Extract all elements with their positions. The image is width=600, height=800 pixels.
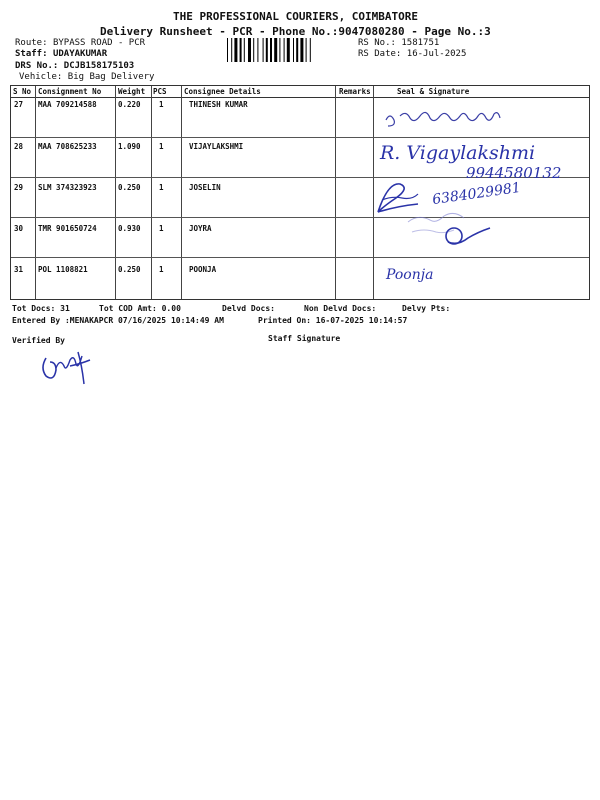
barcode-bar (270, 38, 272, 62)
barcode-bar (287, 38, 290, 62)
col-consignee: Consignee Details (184, 87, 261, 96)
route-value: BYPASS ROAD - PCR (52, 38, 146, 48)
tot-cod-amount: Tot COD Amt: 0.00 (99, 304, 181, 313)
entered-by: Entered By :MENAKAPCR 07/16/2025 10:14:49 AM (12, 316, 224, 325)
row-weight: 0.930 (118, 224, 141, 233)
tot-docs: Tot Docs: 31 (12, 304, 70, 313)
phone-row29: 6384029981 (431, 179, 522, 209)
row-consignee: VIJAYLAKSHMI (189, 142, 244, 151)
row-sno: 27 (14, 100, 24, 109)
row-consignment: POL 1108821 (38, 265, 88, 274)
staff-line (15, 49, 107, 59)
row-sno: 29 (14, 183, 24, 192)
staff-signature-label: Staff Signature (268, 334, 341, 343)
rs-no-label: RS No.: (358, 38, 396, 48)
col-remarks: Remarks (339, 87, 371, 96)
rs-no-value: 1581751 (401, 38, 440, 48)
route-line (15, 38, 145, 48)
delivered-docs: Delvd Docs: (222, 304, 275, 313)
row-sno: 30 (14, 224, 24, 233)
table-header (11, 86, 589, 98)
row-pcs: 1 (159, 142, 164, 151)
verified-by-label: Verified By (12, 336, 65, 345)
barcode-bar (266, 38, 268, 62)
barcode-bar (231, 38, 232, 62)
runsheet-subtitle: Delivery Runsheet - PCR - Phone No.:9047080280 - Page No.:3 (100, 25, 491, 38)
barcode-bar (284, 38, 285, 62)
rs-date-value: 16-Jul-2025 (406, 49, 467, 59)
rs-no-line (358, 38, 439, 48)
barcode-bar (244, 38, 245, 62)
signature-row28: R. Vigaylakshmi (380, 142, 536, 164)
row-pcs: 1 (159, 224, 164, 233)
non-delivered-docs: Non Delvd Docs: (304, 304, 377, 313)
staff-value: UDAYAKUMAR (52, 49, 108, 59)
col-sno: S No (13, 87, 32, 96)
row-consignee: JOYRA (189, 224, 212, 233)
row-consignee: THINESH KUMAR (189, 100, 248, 109)
signature-row27 (380, 106, 530, 130)
column-divider (181, 86, 182, 299)
signature-row31: Poonja (386, 267, 434, 283)
row-consignment: MAA 709214588 (38, 100, 97, 109)
row-divider (11, 257, 589, 258)
vehicle-value: Big Bag Delivery (67, 72, 155, 82)
row-divider (11, 137, 589, 138)
row-divider (11, 217, 589, 218)
col-pcs: PCS (153, 87, 167, 96)
row-pcs: 1 (159, 183, 164, 192)
vehicle-label: Vehicle: (19, 72, 63, 82)
column-divider (115, 86, 116, 299)
row-consignment: SLM 374323923 (38, 183, 97, 192)
staff-label: Staff: (15, 49, 48, 59)
delivery-points: Delvy Pts: (402, 304, 451, 313)
col-weight: Weight (118, 87, 146, 96)
row-sno: 31 (14, 265, 24, 274)
column-divider (151, 86, 152, 299)
rs-date-label: RS Date: (358, 49, 402, 59)
row-pcs: 1 (159, 100, 164, 109)
row-weight: 0.220 (118, 100, 141, 109)
barcode-bar (257, 38, 258, 62)
barcode-bar (263, 38, 264, 62)
column-divider (335, 86, 336, 299)
col-seal-signature: Seal & Signature (397, 87, 470, 96)
barcode-bar (248, 38, 251, 62)
barcode-bar (227, 38, 228, 62)
barcode-image (227, 38, 353, 62)
stamp-row30 (404, 208, 494, 248)
row-consignment: TMR 901650724 (38, 224, 97, 233)
row-weight: 0.250 (118, 183, 141, 192)
row-consignment: MAA 708625233 (38, 142, 97, 151)
row-sno: 28 (14, 142, 24, 151)
row-pcs: 1 (159, 265, 164, 274)
barcode-bar (253, 38, 254, 62)
row-weight: 0.250 (118, 265, 141, 274)
column-divider (35, 86, 36, 299)
barcode-bar (293, 38, 294, 62)
barcode-bar (310, 38, 311, 62)
row-consignee: JOSELIN (189, 183, 221, 192)
drs-line (15, 61, 134, 71)
drs-value: DCJB158175103 (63, 61, 135, 71)
company-title: THE PROFESSIONAL COURIERS, COIMBATORE (173, 10, 419, 23)
route-label: Route: (15, 38, 48, 48)
drs-label: DRS No.: (15, 61, 59, 71)
barcode-bar (279, 38, 280, 62)
row-consignee: POONJA (189, 265, 217, 274)
row-weight: 1.090 (118, 142, 141, 151)
verifier-signature (38, 348, 98, 388)
barcode-bar (234, 38, 237, 62)
vehicle-line (19, 72, 154, 82)
barcode-bar (306, 38, 307, 62)
barcode-bar (274, 38, 277, 62)
phone-row28: 9944580132 (466, 164, 562, 182)
rs-date-line (358, 49, 466, 59)
barcode-bar (240, 38, 242, 62)
col-consignment: Consignment No (38, 87, 102, 96)
printed-on: Printed On: 16-07-2025 10:14:57 (258, 316, 408, 325)
barcode-bar (296, 38, 298, 62)
barcode-bar (300, 38, 303, 62)
